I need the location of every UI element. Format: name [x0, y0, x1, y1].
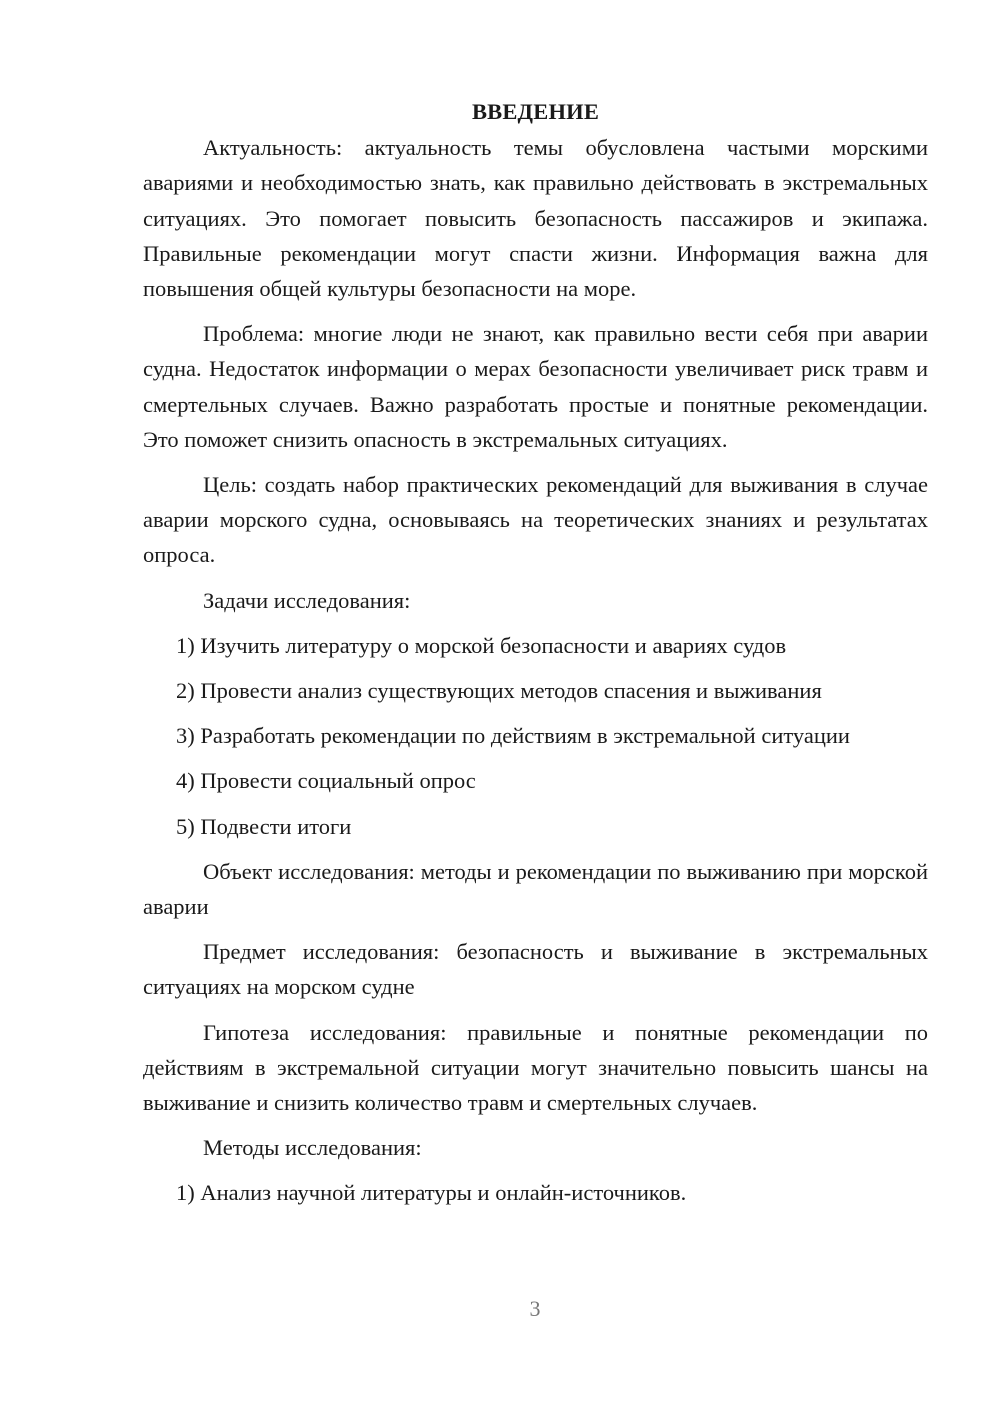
task-item-2: 2) Провести анализ существующих методов спасения и выживания [176, 678, 822, 704]
task-item-5: 5) Подвести итоги [176, 813, 352, 839]
method-item-1: 1) Анализ научной литературы и онлайн-источников. [176, 1180, 687, 1206]
object-paragraph: Объект исследования: методы и рекомендации по выживанию при морской аварии [143, 858, 928, 920]
tasks-heading: Задачи исследования: [203, 587, 411, 613]
section-title: ВВЕДЕНИЕ [471, 99, 600, 124]
page-number: 3 [529, 1296, 541, 1321]
task-item-4: 4) Провести социальный опрос [176, 768, 476, 794]
relevance-paragraph: Актуальность: актуальность темы обусловлена частыми морскими авариями и необходимостью знать, как правильно действовать в экстремальных ситуациях. Это помогает повысить безопасность пассажиров и экипажа. Правильные рекомендации могут спасти жизни. Информация важна для повышения общей культуры безопасности на море. [143, 135, 928, 302]
task-item-3: 3) Разработать рекомендации по действиям в экстремальной ситуации [176, 723, 850, 749]
methods-heading: Методы исследования: [203, 1135, 422, 1161]
hypothesis-paragraph: Гипотеза исследования: правильные и понятные рекомендации по действиям в экстремальной ситуации могут значительно повысить шансы на выживание и снизить количество травм и смертельных случаев. [143, 1019, 928, 1116]
page-content [143, 94, 928, 1221]
goal-paragraph: Цель: создать набор практических рекомендаций для выживания в случае аварии морского судна, основываясь на теоретических знаниях и результатах опроса. [143, 472, 928, 568]
problem-paragraph: Проблема: многие люди не знают, как правильно вести себя при аварии судна. Недостаток информации о мерах безопасности увеличивает риск травм и смертельных случаев. Важно разработать простые и понятные рекомендации. Это поможет снизить опасность в экстремальных ситуациях. [143, 321, 928, 452]
task-item-1: 1) Изучить литературу о морской безопасности и авариях судов [176, 632, 787, 658]
subject-paragraph: Предмет исследования: безопасность и выживание в экстремальных ситуациях на морском судне [143, 939, 928, 1000]
